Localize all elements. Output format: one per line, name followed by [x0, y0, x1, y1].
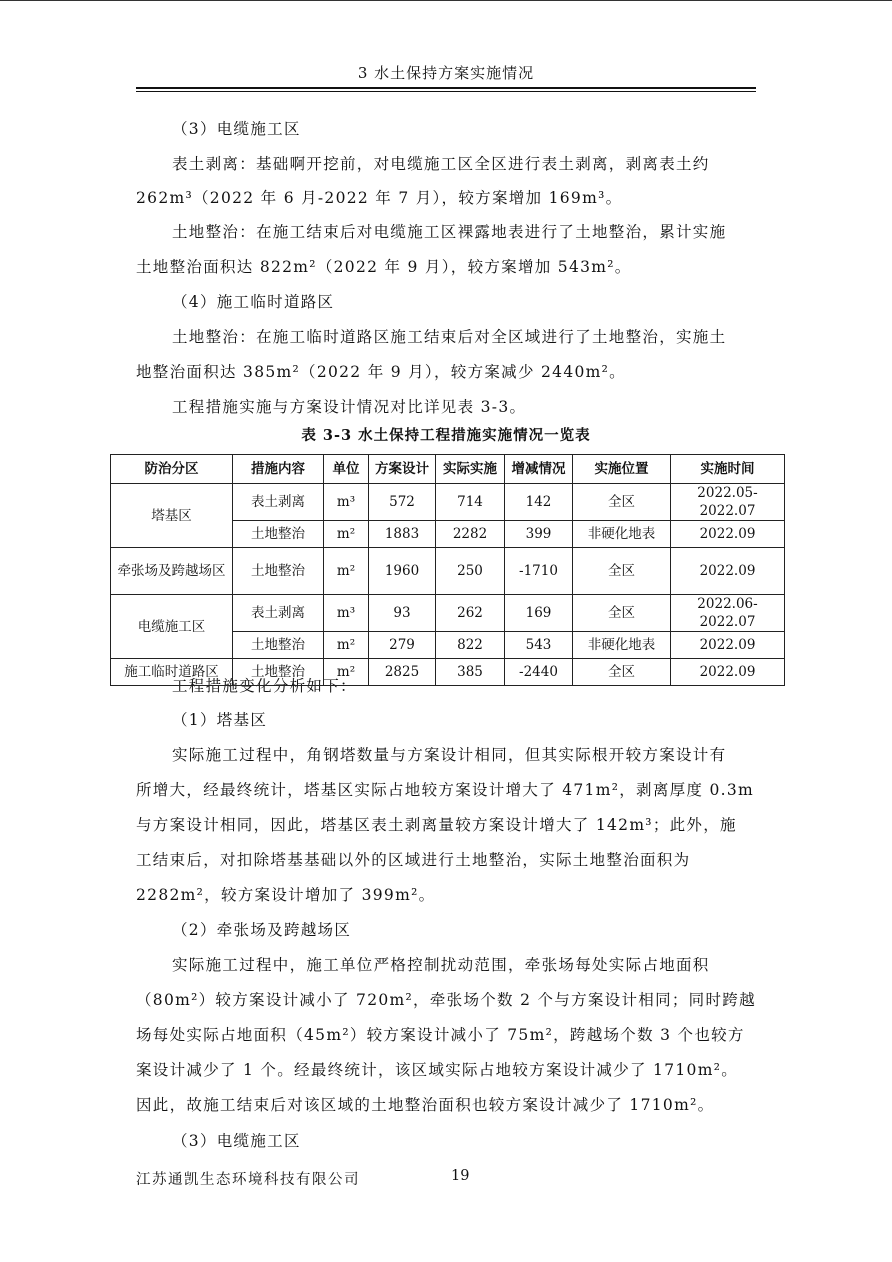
paragraph-line: 2282m²，较方案设计增加了 399m²。 — [136, 886, 436, 904]
table-cell: m² — [324, 632, 369, 659]
area-cell: 施工临时道路区 — [111, 659, 233, 686]
table-cell: 385 — [436, 659, 505, 686]
table-cell: 全区 — [573, 659, 671, 686]
col-header: 增减情况 — [505, 455, 573, 484]
paragraph-line: （4）施工临时道路区 — [172, 293, 335, 311]
table-cell: 142 — [505, 484, 573, 521]
top-edge-line — [0, 0, 892, 1]
table-cell: 2022.09 — [671, 521, 785, 548]
table-cell: 表土剥离 — [233, 595, 324, 632]
table-cell: 土地整治 — [233, 659, 324, 686]
table-cell: 572 — [369, 484, 436, 521]
col-header: 措施内容 — [233, 455, 324, 484]
table-cell: 279 — [369, 632, 436, 659]
paragraph-line: 土地整治：在施工临时道路区施工结束后对全区域进行了土地整治，实施土 — [172, 328, 727, 346]
running-header: 3 水土保持方案实施情况 — [357, 64, 535, 82]
col-header: 实际实施 — [436, 455, 505, 484]
col-header: 实施时间 — [671, 455, 785, 484]
table-cell: 全区 — [573, 484, 671, 521]
table-cell: 非硬化地表 — [573, 632, 671, 659]
paragraph-line: 与方案设计相同，因此，塔基区表土剥离量较方案设计增大了 142m³；此外，施 — [136, 816, 737, 834]
paragraph-line: （1）塔基区 — [172, 711, 268, 729]
table-cell: 2022.06-2022.07 — [671, 595, 785, 632]
measures-table — [110, 454, 785, 686]
paragraph-line: 场每处实际占地面积（45m²）较方案设计减小了 75m²，跨越场个数 3 个也较方 — [136, 1026, 745, 1044]
table-cell: 土地整治 — [233, 521, 324, 548]
paragraph-line: 所增大，经最终统计，塔基区实际占地较方案设计增大了 471m²，剥离厚度 0.3m — [136, 781, 754, 799]
table-cell: 262 — [436, 595, 505, 632]
paragraph-line: 因此，故施工结束后对该区域的土地整治面积也较方案设计减少了 1710m²。 — [136, 1096, 715, 1114]
paragraph-line: 工结束后，对扣除塔基基础以外的区域进行土地整治，实际土地整治面积为 — [136, 851, 691, 869]
table-cell: 1883 — [369, 521, 436, 548]
col-header: 防治分区 — [111, 455, 233, 484]
paragraph-line: 工程措施实施与方案设计情况对比详见表 3-3。 — [172, 398, 527, 416]
table-row — [111, 659, 785, 686]
table-header-row — [111, 455, 785, 484]
table-cell: 2022.05-2022.07 — [671, 484, 785, 521]
table-cell: 250 — [436, 548, 505, 595]
table-cell: 非硬化地表 — [573, 521, 671, 548]
table-cell: 2825 — [369, 659, 436, 686]
paragraph-line: 实际施工过程中，角钢塔数量与方案设计相同，但其实际根开较方案设计有 — [172, 746, 727, 764]
table-cell: 土地整治 — [233, 548, 324, 595]
header-rule-thick — [136, 87, 756, 89]
table-row — [111, 595, 785, 632]
paragraph-line: （3）电缆施工区 — [172, 120, 301, 138]
paragraph-line: 土地整治面积达 822m²（2022 年 9 月），较方案增加 543m²。 — [136, 258, 632, 276]
area-cell: 塔基区 — [111, 484, 233, 548]
area-cell: 牵张场及跨越场区 — [111, 548, 233, 595]
paragraph-line: 地整治面积达 385m²（2022 年 9 月），较方案减少 2440m²。 — [136, 363, 626, 381]
area-cell: 电缆施工区 — [111, 595, 233, 659]
paragraph-line: 土地整治：在施工结束后对电缆施工区裸露地表进行了土地整治，累计实施 — [172, 223, 727, 241]
table-cell: 表土剥离 — [233, 484, 324, 521]
table-cell: 714 — [436, 484, 505, 521]
paragraph-line: 实际施工过程中，施工单位严格控制扰动范围，牵张场每处实际占地面积 — [172, 956, 710, 974]
table-cell: -1710 — [505, 548, 573, 595]
footer-company: 江苏通凯生态环境科技有限公司 — [136, 1172, 360, 1188]
table-cell: 土地整治 — [233, 632, 324, 659]
col-header: 方案设计 — [369, 455, 436, 484]
table-cell: m² — [324, 521, 369, 548]
table-cell: m² — [324, 548, 369, 595]
paragraph-line: 262m³（2022 年 6 月-2022 年 7 月），较方案增加 169m³。 — [136, 189, 623, 207]
table-cell: 2282 — [436, 521, 505, 548]
table-cell: m³ — [324, 484, 369, 521]
table-cell: 2022.09 — [671, 548, 785, 595]
table-cell: 2022.09 — [671, 632, 785, 659]
paragraph-line: （3）电缆施工区 — [172, 1132, 301, 1150]
col-header: 实施位置 — [573, 455, 671, 484]
table-cell: 399 — [505, 521, 573, 548]
paragraph-line: （80m²）较方案设计减小了 720m²，牵张场个数 2 个与方案设计相同；同时跨越 — [136, 991, 756, 1009]
table-cell: 全区 — [573, 548, 671, 595]
paragraph-line: 工程措施变化分析如下： — [172, 677, 357, 695]
table-row — [111, 484, 785, 521]
table-cell: 93 — [369, 595, 436, 632]
paragraph-line: 表土剥离：基础啊开挖前，对电缆施工区全区进行表土剥离，剥离表土约 — [172, 155, 710, 173]
col-header: 单位 — [324, 455, 369, 484]
table-cell: 1960 — [369, 548, 436, 595]
table-cell: -2440 — [505, 659, 573, 686]
table-caption: 表 3-3 水土保持工程措施实施情况一览表 — [301, 427, 591, 444]
table-cell: 全区 — [573, 595, 671, 632]
table-cell: m² — [324, 659, 369, 686]
paragraph-line: （2）牵张场及跨越场区 — [172, 921, 352, 939]
header-rule-thin — [136, 91, 756, 92]
table-cell: m³ — [324, 595, 369, 632]
table-row — [111, 548, 785, 595]
table-cell: 543 — [505, 632, 573, 659]
table-cell: 822 — [436, 632, 505, 659]
table-cell: 169 — [505, 595, 573, 632]
page-number: 19 — [451, 1168, 470, 1184]
table-cell: 2022.09 — [671, 659, 785, 686]
paragraph-line: 案设计减少了 1 个。经最终统计，该区域实际占地较方案设计减少了 1710m²。 — [136, 1061, 739, 1079]
